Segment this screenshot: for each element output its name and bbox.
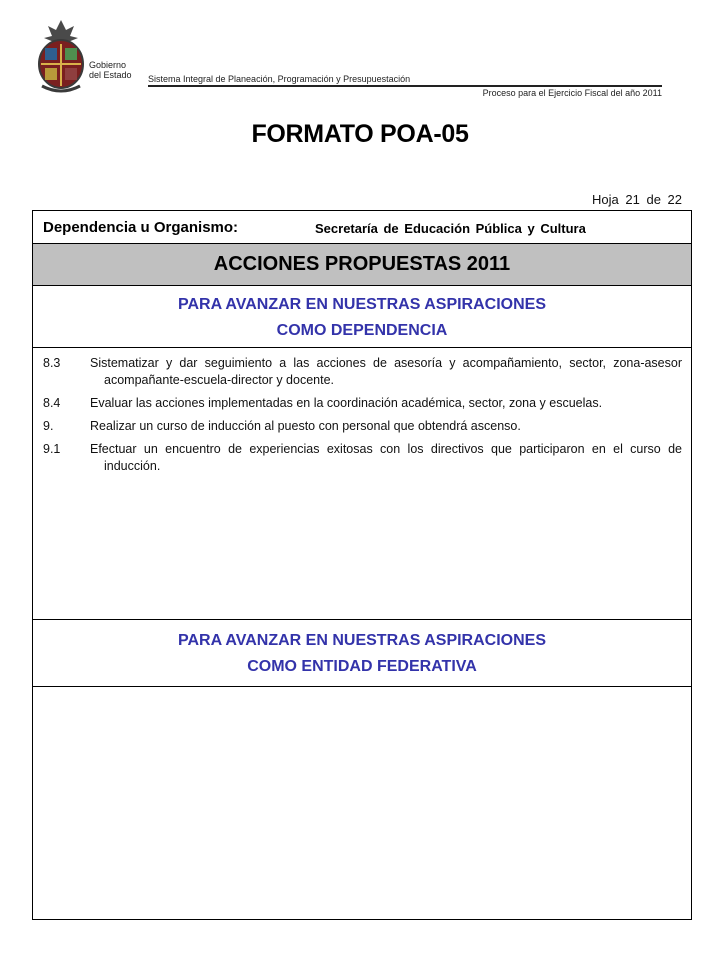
header-rule [148,85,662,87]
section1-heading-row [33,286,691,348]
action-item [43,418,682,435]
action-text: Evaluar las acciones implementadas en la coordinación académica, sector, zona y escuelas. [90,396,603,410]
dependencia-value: Secretaría de Educación Pública y Cultura [315,221,586,236]
section1-heading-line-2: COMO DEPENDENCIA [276,322,448,339]
action-number: 9.1 [43,442,61,456]
action-number: 8.3 [43,356,61,370]
action-item [43,441,682,475]
state-seal-logo [36,16,86,96]
section2-heading-line-2: COMO ENTIDAD FEDERATIVA [247,658,477,675]
dependencia-row [33,211,691,244]
section1-heading-line-1: PARA AVANZAR EN NUESTRAS ASPIRACIONES [177,296,547,313]
process-label: Proceso para el Ejercicio Fiscal del año 2011 [482,88,662,98]
action-number: 9. [43,419,54,433]
page-number: Hoja 21 de 22 [592,192,682,207]
section2-heading-line-1: PARA AVANZAR EN NUESTRAS ASPIRACIONES [177,632,547,649]
action-text: Efectuar un encuentro de experiencias exitosas con los directivos que participaron en el curso de inducción. [90,442,682,473]
document-title: FORMATO POA-05 [251,120,469,148]
gobierno-line-1: Gobierno [89,60,127,70]
section1-heading [33,292,691,344]
form-table [32,210,692,920]
acciones-banner [33,244,691,286]
gobierno-line-2: del Estado [89,70,132,80]
system-name: Sistema Integral de Planeación, Programación y Presupuestación [148,74,411,84]
acciones-banner-text: ACCIONES PROPUESTAS 2011 [213,253,511,275]
action-text: Realizar un curso de inducción al puesto con personal que obtendrá ascenso. [90,419,521,433]
action-number: 8.4 [43,396,61,410]
action-text: Sistematizar y dar seguimiento a las acciones de asesoría y acompañamiento, sector, zona-asesor acompañante-escuela-director y docente. [90,356,682,387]
action-item [43,395,682,412]
dependencia-label: Dependencia u Organismo: [43,219,239,236]
action-item [43,355,682,389]
section2-heading-row [33,620,691,687]
section2-heading [33,628,691,680]
gobierno-del-estado-label [89,60,132,80]
section1-actions-list [33,348,691,620]
